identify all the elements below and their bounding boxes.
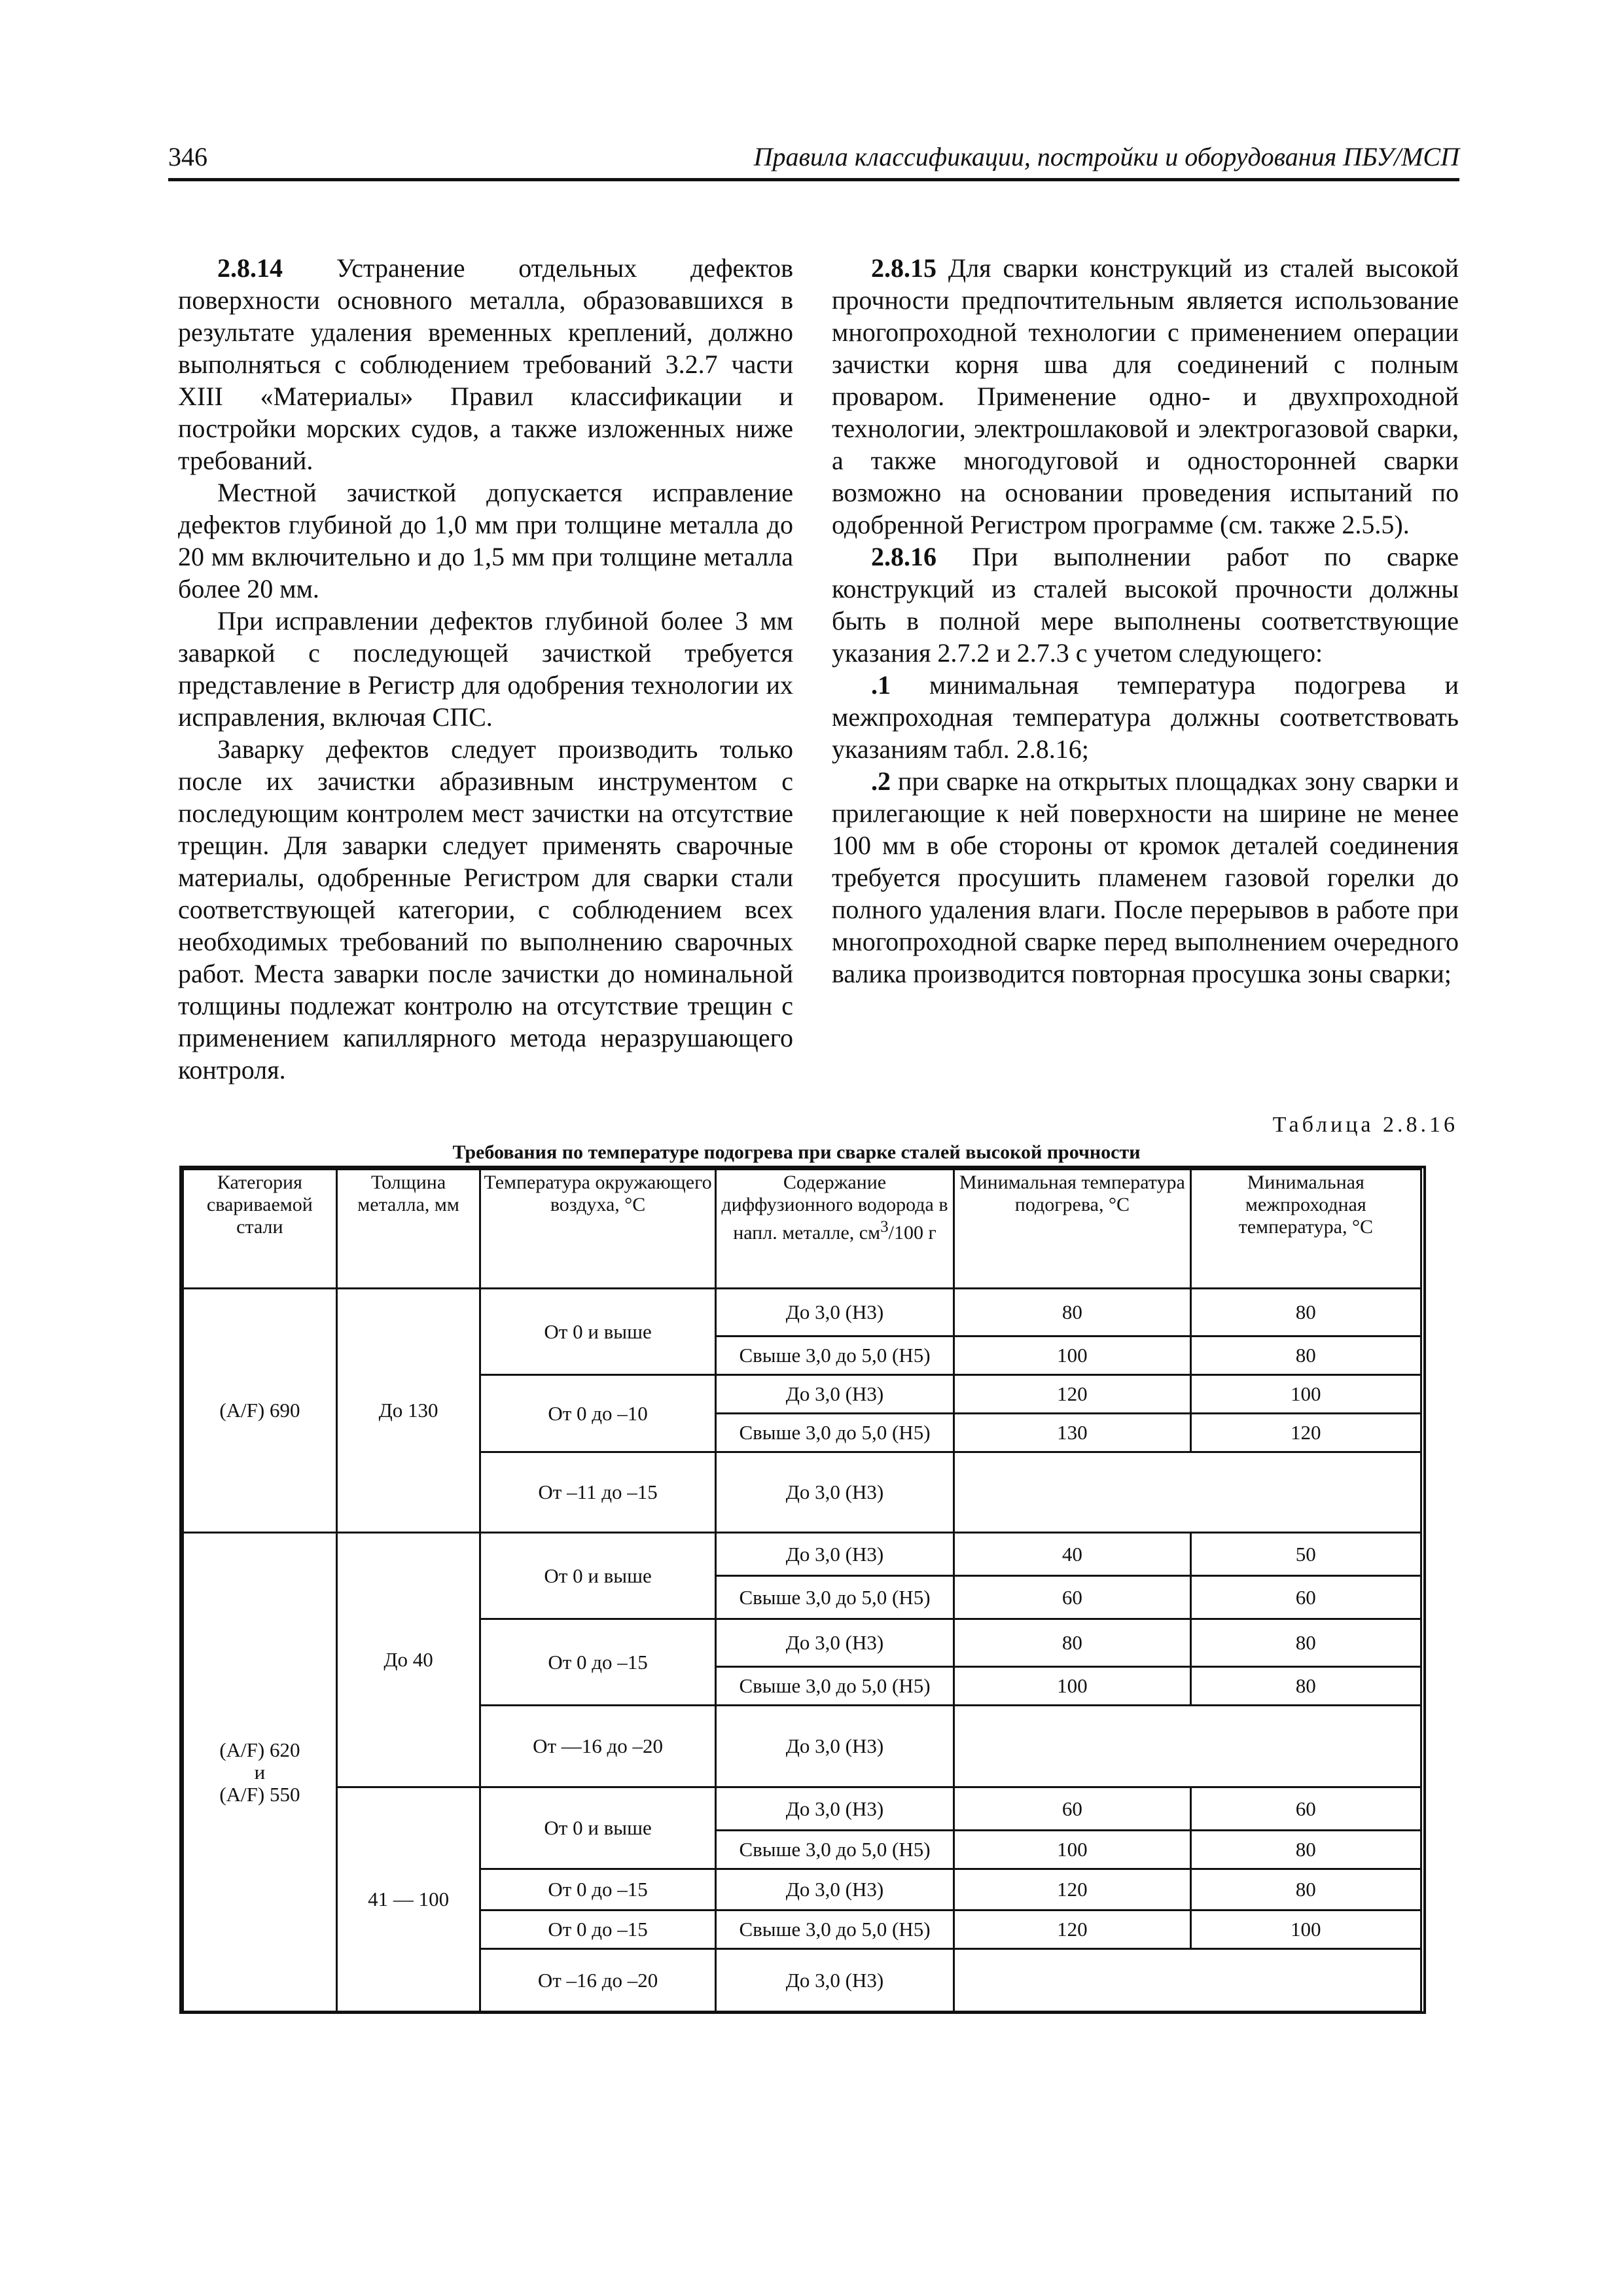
interpass-cell: 80 xyxy=(1190,1289,1421,1336)
paragraph-item-1 xyxy=(832,669,1459,765)
interpass-cell: 80 xyxy=(1190,1869,1421,1910)
preheat-table xyxy=(182,1168,1422,2013)
preheat-cell: 120 xyxy=(954,1910,1190,1949)
table-header-row xyxy=(183,1170,1421,1289)
preheat-cell: 100 xyxy=(954,1831,1190,1869)
interpass-cell: 120 xyxy=(1190,1414,1421,1452)
paragraph-2-8-14 xyxy=(178,252,793,476)
preheat-cell: 120 xyxy=(954,1375,1190,1414)
air-temp-cell: От 0 и выше xyxy=(480,1289,715,1375)
hydrogen-cell: До 3,0 (Н3) xyxy=(715,1706,954,1787)
hydrogen-cell: До 3,0 (Н3) xyxy=(715,1533,954,1576)
air-temp-cell: От –16 до –20 xyxy=(480,1949,715,2012)
preheat-cell: 100 xyxy=(954,1667,1190,1706)
hydrogen-cell: Свыше 3,0 до 5,0 (Н5) xyxy=(715,1414,954,1452)
preheat-cell: 40 xyxy=(954,1533,1190,1576)
table-row xyxy=(183,1533,1421,1576)
preheat-cell: 120 xyxy=(954,1869,1190,1910)
header-min-preheat: Минимальная температура подогрева, °С xyxy=(954,1170,1190,1289)
paragraph-text: при сварке на открытых площадках зону сварки и прилегающие к ней поверхности на ширине не менее 100 мм в обе стороны от кромок деталей соединения требуется просушить пламенем газовой горелки до полного удаления влаги. После перерывов в работе при многопроходной сварке перед выполнением очередного валика производится повторная просушка зоны сварки; xyxy=(832,766,1459,988)
header-hydrogen: Содержание диффузионного водорода в напл. металле, $см^3/100$ г xyxy=(715,1170,954,1289)
hydrogen-cell: Свыше 3,0 до 5,0 (Н5) xyxy=(715,1576,954,1619)
thickness-cell: 41 — 100 xyxy=(336,1787,480,2012)
hydrogen-cell: Свыше 3,0 до 5,0 (Н5) xyxy=(715,1910,954,1949)
preheat-cell: 130 xyxy=(954,1414,1190,1452)
section-number: 2.8.15 xyxy=(871,253,936,283)
table-caption: Таблица 2.8.16 xyxy=(1272,1113,1458,1137)
header-category: Категория свариваемой стали xyxy=(183,1170,337,1289)
interpass-cell: 60 xyxy=(1190,1576,1421,1619)
interpass-cell: 100 xyxy=(1190,1375,1421,1414)
running-title: Правила классификации, постройки и оборудования ПБУ/МСП xyxy=(753,142,1459,171)
air-temp-cell: От 0 и выше xyxy=(480,1787,715,1869)
section-number: 2.8.16 xyxy=(871,542,936,571)
air-temp-cell: От 0 до –15 xyxy=(480,1869,715,1910)
air-temp-cell: От 0 до –10 xyxy=(480,1375,715,1452)
section-number: 2.8.14 xyxy=(217,253,283,283)
air-temp-cell: От 0 до –15 xyxy=(480,1619,715,1706)
hydrogen-cell: Свыше 3,0 до 5,0 (Н5) xyxy=(715,1667,954,1706)
header-rule xyxy=(168,178,1459,181)
paragraph-text: Для сварки конструкций из сталей высокой прочности предпочтительным является использование многопроходной технологии с применением операции зачистки корня шва для соединений с полным проваром. Применение одно- и двухпроходной технологии, электрошлаковой и электрогазовой сварки, а также многодуговой и односторонней сварки возможно на основании проведения испытаний по одобренной Регистром программе (см. также 2.5.5). xyxy=(832,253,1459,539)
preheat-cell: 80 xyxy=(954,1289,1190,1336)
empty-cell xyxy=(954,1452,1421,1533)
air-temp-cell: От –11 до –15 xyxy=(480,1452,715,1533)
interpass-cell: 80 xyxy=(1190,1831,1421,1869)
preheat-cell: 100 xyxy=(954,1336,1190,1375)
page-number: 346 xyxy=(168,142,207,171)
paragraph-2-8-15 xyxy=(832,252,1459,541)
hydrogen-cell: Свыше 3,0 до 5,0 (Н5) xyxy=(715,1336,954,1375)
table-row xyxy=(183,1787,1421,1831)
interpass-cell: 60 xyxy=(1190,1787,1421,1831)
paragraph-text: Устранение отдельных дефектов поверхности основного металла, образовавшихся в результате удаления временных креплений, должно выполняться с соблюдением требований 3.2.7 части XIII «Материалы» Правил классификации и постройки морских судов, а также изложенных ниже требований. xyxy=(178,253,793,475)
item-number: .1 xyxy=(871,670,891,700)
left-column xyxy=(178,252,793,1086)
hydrogen-cell: До 3,0 (Н3) xyxy=(715,1452,954,1533)
header-thickness: Толщина металла, мм xyxy=(336,1170,480,1289)
air-temp-cell: От —16 до –20 xyxy=(480,1706,715,1787)
item-number: .2 xyxy=(871,766,891,796)
preheat-cell: 60 xyxy=(954,1576,1190,1619)
hydrogen-cell: До 3,0 (Н3) xyxy=(715,1289,954,1336)
category-cell: (A/F) 690 xyxy=(183,1289,337,1533)
right-column xyxy=(832,252,1459,990)
header-air-temp: Температура окружающего воздуха, °С xyxy=(480,1170,715,1289)
table-title: Требования по температуре подогрева при сварке сталей высокой прочности xyxy=(452,1141,1141,1163)
paragraph-item-2 xyxy=(832,765,1459,990)
empty-cell xyxy=(954,1949,1421,2012)
hydrogen-cell: До 3,0 (Н3) xyxy=(715,1375,954,1414)
paragraph-local-cleaning: Местной зачисткой допускается исправление дефектов глубиной до 1,0 мм при толщине металла до 20 мм включительно и до 1,5 мм при толщине металла более 20 мм. xyxy=(178,478,793,603)
hydrogen-cell: До 3,0 (Н3) xyxy=(715,1869,954,1910)
air-temp-cell: От 0 до –15 xyxy=(480,1910,715,1949)
hydrogen-cell: До 3,0 (Н3) xyxy=(715,1949,954,2012)
preheat-cell: 60 xyxy=(954,1787,1190,1831)
paragraph-defect-repair: При исправлении дефектов глубиной более 3 мм заваркой с последующей зачисткой требуется представление в Регистр для одобрения технологии их исправления, включая СПС. xyxy=(178,606,793,732)
preheat-cell: 80 xyxy=(954,1619,1190,1667)
hydrogen-cell: Свыше 3,0 до 5,0 (Н5) xyxy=(715,1831,954,1869)
header-min-interpass: Минимальная межпроходная температура, °С xyxy=(1190,1170,1421,1289)
air-temp-cell: От 0 и выше xyxy=(480,1533,715,1619)
thickness-cell: До 130 xyxy=(336,1289,480,1533)
paragraph-2-8-16 xyxy=(832,541,1459,669)
interpass-cell: 80 xyxy=(1190,1667,1421,1706)
page-header xyxy=(168,141,1459,181)
interpass-cell: 80 xyxy=(1190,1336,1421,1375)
interpass-cell: 100 xyxy=(1190,1910,1421,1949)
paragraph-text: минимальная температура подогрева и межпроходная температура должны соответствовать указаниям табл. 2.8.16; xyxy=(832,670,1459,764)
paragraph-text: При выполнении работ по сварке конструкций из сталей высокой прочности должны быть в полной мере выполнены соответствующие указания 2.7.2 и 2.7.3 с учетом следующего: xyxy=(832,542,1459,668)
category-cell: (A/F) 620 и (A/F) 550 xyxy=(183,1533,337,2012)
hydrogen-cell: До 3,0 (Н3) xyxy=(715,1787,954,1831)
thickness-cell: До 40 xyxy=(336,1533,480,1787)
interpass-cell: 50 xyxy=(1190,1533,1421,1576)
paragraph-welding-defects: Заварку дефектов следует производить только после их зачистки абразивным инструментом с последующим контролем мест зачистки на отсутствие трещин. Для заварки следует применять сварочные материалы, одобренные Регистром для сварки стали соответствующей категории, с соблюдением всех необходимых требований по выполнению сварочных работ. Места заварки после зачистки до номинальной толщины подлежат контролю на отсутствие трещин с применением капиллярного метода неразрушающего контроля. xyxy=(178,734,793,1085)
interpass-cell: 80 xyxy=(1190,1619,1421,1667)
hydrogen-cell: До 3,0 (Н3) xyxy=(715,1619,954,1667)
table-row xyxy=(183,1289,1421,1336)
empty-cell xyxy=(954,1706,1421,1787)
